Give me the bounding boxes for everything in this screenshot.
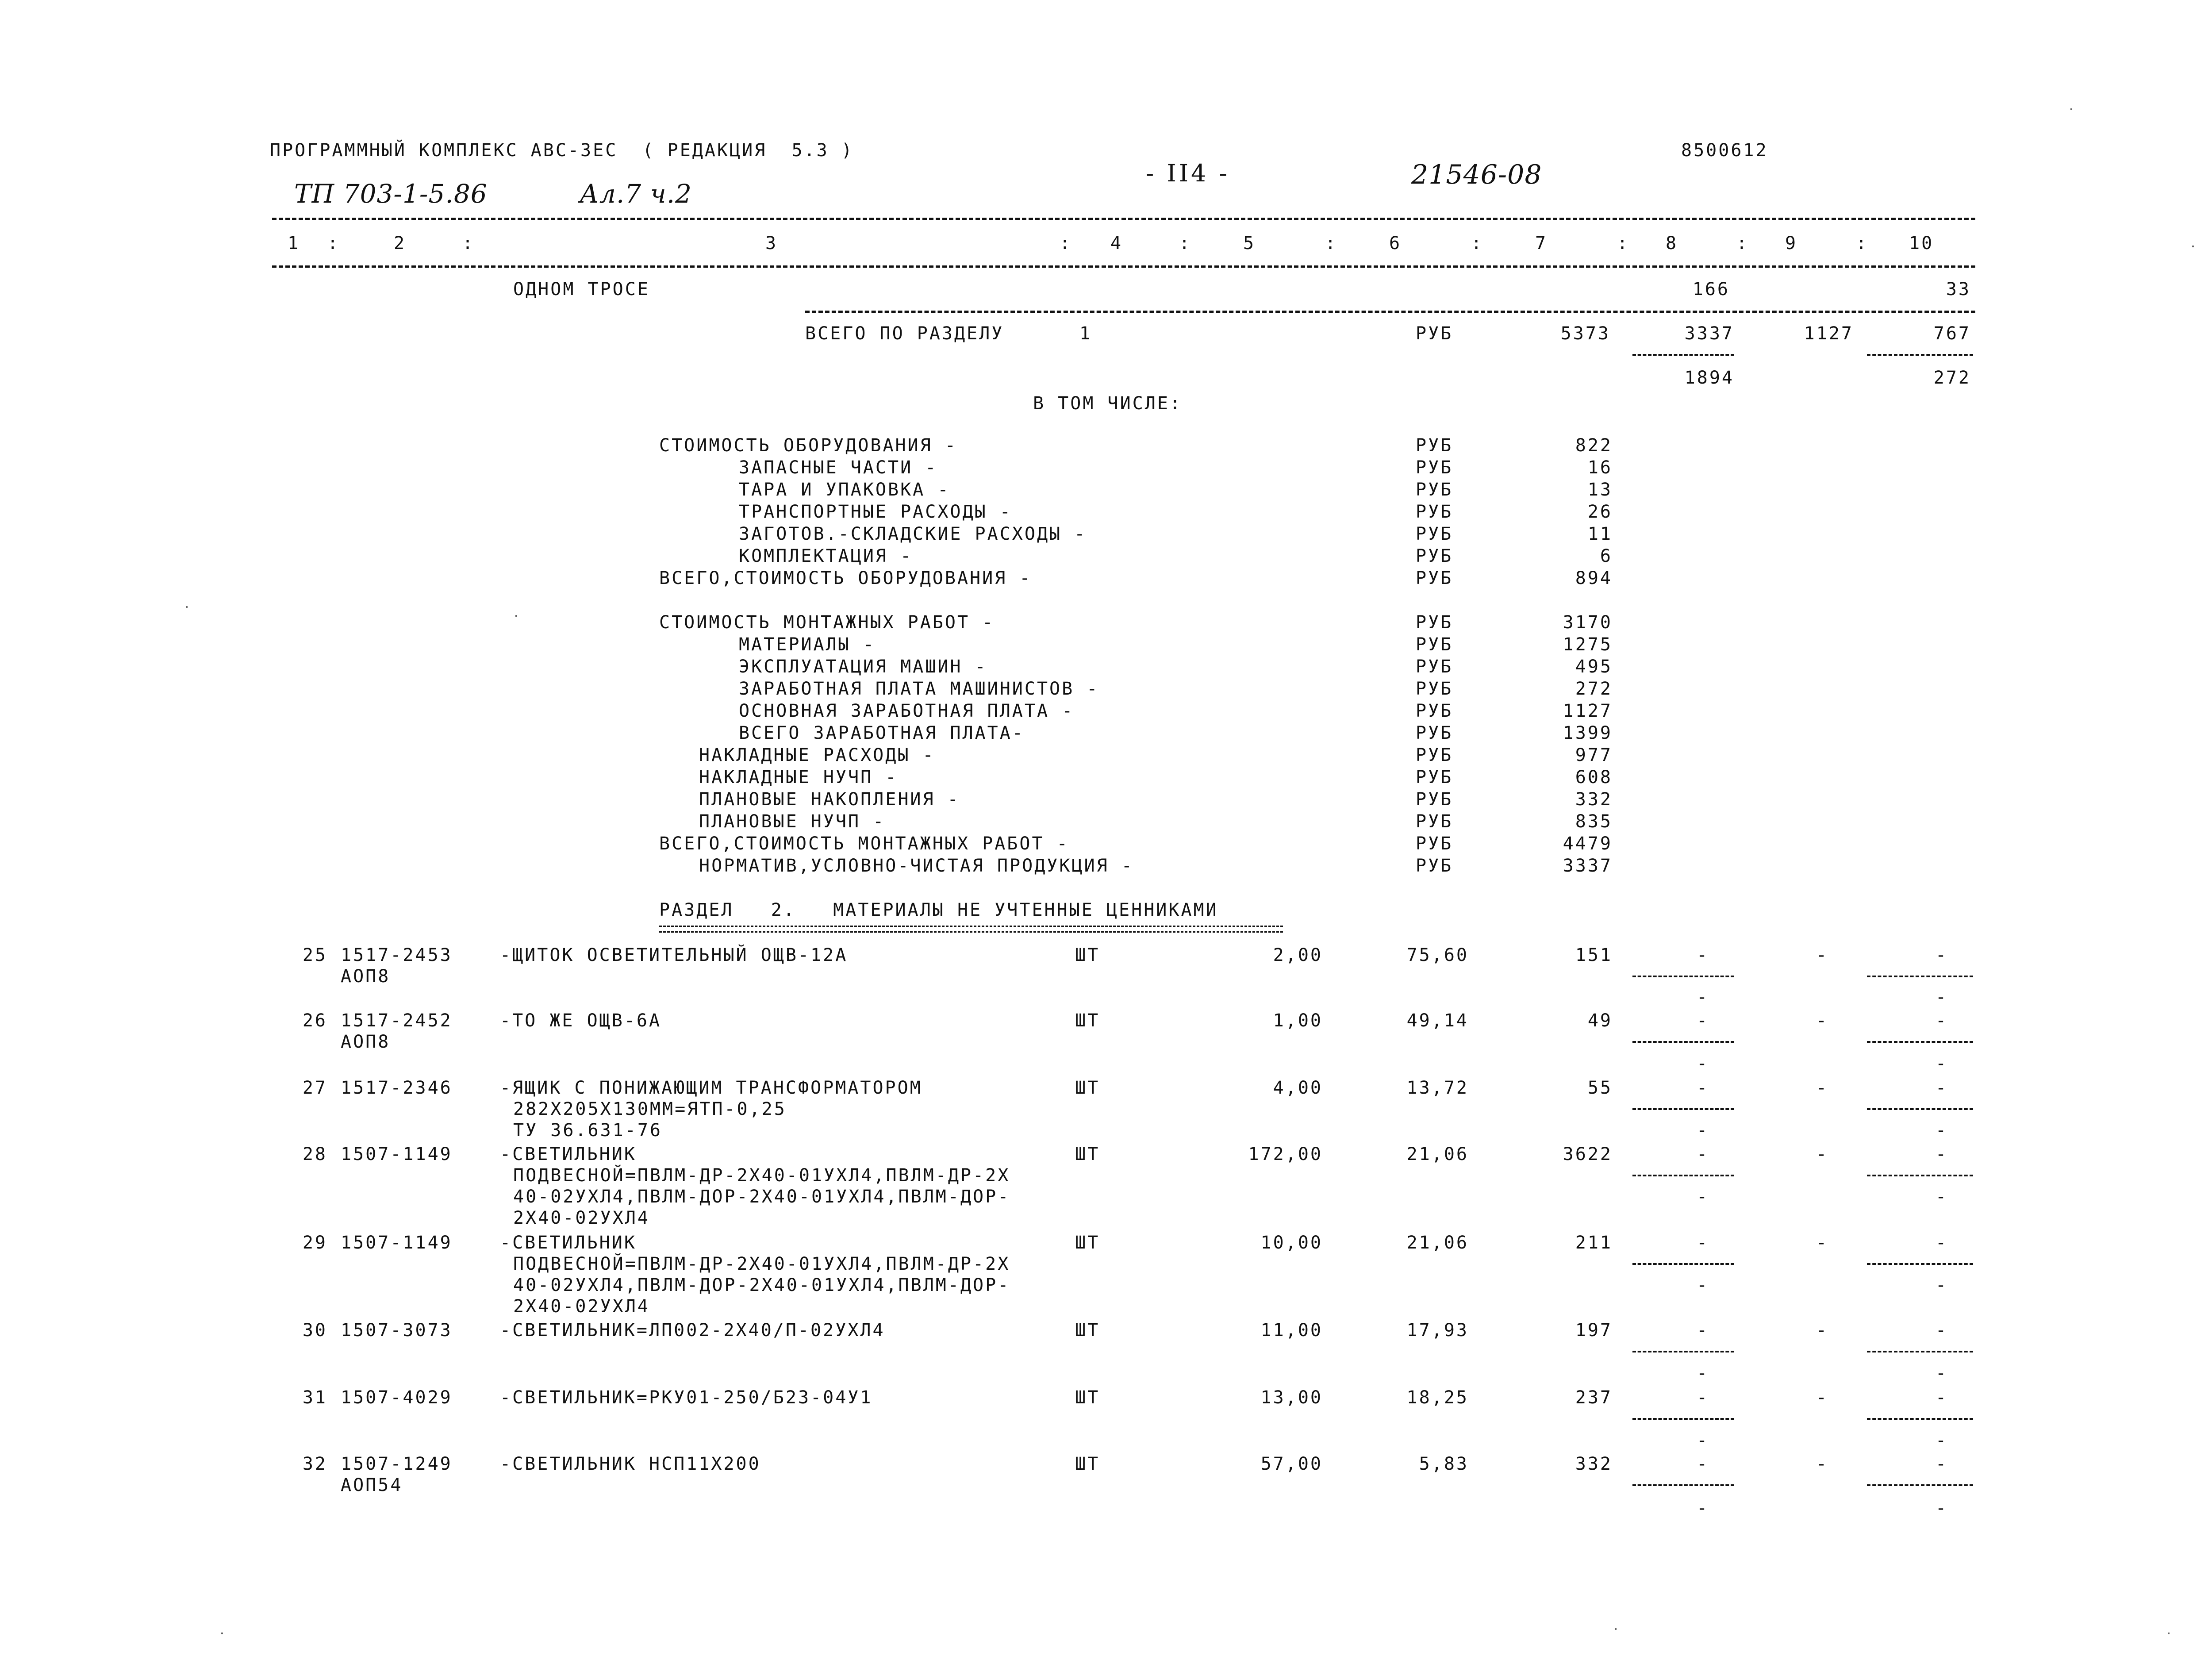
equipment-label: ТРАНСПОРТНЫЕ РАСХОДЫ - [739, 502, 1012, 522]
program-title: ПРОГРАММНЫЙ КОМПЛЕКС АВС-3ЕС ( РЕДАКЦИЯ 5.3 ) [270, 140, 854, 161]
installation-unit: РУБ [1416, 856, 1453, 876]
item-col9-empty: - [1816, 1233, 1829, 1253]
installation-label: ВСЕГО ЗАРАБОТНАЯ ПЛАТА- [739, 723, 1025, 743]
item-code: 1517-2452 [341, 1010, 453, 1031]
item-price: 21,06 [1406, 1233, 1469, 1253]
scan-speck [2070, 108, 2072, 110]
item-quantity: 2,00 [1273, 945, 1323, 965]
page-number: - II4 - [1146, 159, 1230, 187]
continuation-rule [805, 311, 1975, 313]
installation-value: 1399 [1563, 723, 1613, 743]
item-price: 17,93 [1406, 1320, 1469, 1341]
column-number: 9 [1785, 233, 1798, 254]
installation-unit: РУБ [1416, 789, 1453, 810]
installation-unit: РУБ [1416, 612, 1453, 633]
installation-unit: РУБ [1416, 745, 1453, 765]
item-code-suffix: АОП54 [341, 1475, 403, 1495]
item-price: 5,83 [1419, 1454, 1469, 1474]
item-col10-empty: - [1936, 1078, 1948, 1098]
item-name: -СВЕТИЛЬНИК [500, 1233, 637, 1253]
installation-label: ЗАРАБОТНАЯ ПЛАТА МАШИНИСТОВ - [739, 679, 1099, 699]
item-name-line: ТУ 36.631-76 [513, 1120, 662, 1141]
item-name-line: 282Х205Х130ММ=ЯТП-0,25 [513, 1099, 787, 1119]
item-unit: ШТ [1075, 1233, 1100, 1253]
item-total: 197 [1575, 1320, 1613, 1341]
equipment-value: 11 [1587, 524, 1613, 544]
installation-value: 3337 [1563, 856, 1613, 876]
column-number: 10 [1909, 233, 1934, 254]
item-quantity: 13,00 [1260, 1387, 1323, 1408]
item-quantity: 4,00 [1273, 1078, 1323, 1098]
column-separator: : [1856, 233, 1869, 254]
item-unit: ШТ [1075, 945, 1100, 965]
item-col10-sub-empty: - [1936, 1187, 1948, 1207]
item-name: -ЩИТОК ОСВЕТИТЕЛЬНЫЙ ОЩВ-12А [500, 945, 848, 965]
equipment-value: 822 [1575, 435, 1613, 456]
equipment-unit: РУБ [1416, 457, 1453, 478]
item-total: 151 [1575, 945, 1613, 965]
column-number: 2 [394, 233, 407, 254]
section-total-subrule-col10 [1867, 354, 1973, 356]
item-code: 1507-1149 [341, 1144, 453, 1164]
installation-label: ВСЕГО,СТОИМОСТЬ МОНТАЖНЫХ РАБОТ - [659, 834, 1069, 854]
column-separator: : [1179, 233, 1192, 254]
item-col8-empty: - [1697, 1454, 1709, 1474]
item-number: 26 [302, 1010, 327, 1031]
installation-unit: РУБ [1416, 834, 1453, 854]
item-col10-empty: - [1936, 1387, 1948, 1408]
column-number: 4 [1110, 233, 1123, 254]
installation-unit: РУБ [1416, 634, 1453, 655]
column-number: 3 [765, 233, 778, 254]
header-rule-bottom [272, 265, 1975, 268]
item-col8-sub-empty: - [1697, 1430, 1709, 1451]
section-total-col10-sub: 272 [1933, 368, 1971, 388]
equipment-value: 16 [1587, 457, 1613, 478]
equipment-value: 894 [1575, 568, 1613, 588]
item-col8-sub-empty: - [1697, 1053, 1709, 1074]
equipment-label: ТАРА И УПАКОВКА - [739, 480, 950, 500]
item-col10-sub-empty: - [1936, 1430, 1948, 1451]
handwritten-order-number: 21546-08 [1411, 159, 1542, 190]
item-col9-empty: - [1816, 945, 1829, 965]
handwritten-album: Ал.7 ч.2 [580, 179, 692, 209]
item-name: -СВЕТИЛЬНИК=ЛП002-2Х40/П-02УХЛ4 [500, 1320, 885, 1341]
section-total-subrule-col8 [1632, 354, 1734, 356]
item-col8-empty: - [1697, 1387, 1709, 1408]
item-col10-sub-empty: - [1936, 1363, 1948, 1383]
item-price: 13,72 [1406, 1078, 1469, 1098]
section-total-col8: 3337 [1684, 323, 1734, 344]
item-col8-sub-empty: - [1697, 1498, 1709, 1518]
item-code: 1507-4029 [341, 1387, 453, 1408]
item-quantity: 11,00 [1260, 1320, 1323, 1341]
section-total-col9: 1127 [1804, 323, 1854, 344]
item-unit: ШТ [1075, 1078, 1100, 1098]
installation-value: 1127 [1563, 701, 1613, 721]
section-total-col8-sub: 1894 [1684, 368, 1734, 388]
item-code: 1507-1249 [341, 1454, 453, 1474]
item-col10-empty: - [1936, 1144, 1948, 1164]
continuation-text: ОДНОМ ТРОСЕ [513, 279, 650, 300]
item-col9-empty: - [1816, 1010, 1829, 1031]
column-separator: : [1471, 233, 1484, 254]
installation-value: 495 [1575, 657, 1613, 677]
item-number: 30 [302, 1320, 327, 1341]
item-col8-subrule [1632, 1351, 1734, 1352]
item-col10-subrule [1867, 976, 1973, 977]
item-total: 237 [1575, 1387, 1613, 1408]
installation-label: НАКЛАДНЫЕ РАСХОДЫ - [699, 745, 935, 765]
item-col10-sub-empty: - [1936, 1498, 1948, 1518]
column-separator: : [1060, 233, 1072, 254]
item-col10-empty: - [1936, 1010, 1948, 1031]
handwritten-project-number: ТП 703-1-5.86 [294, 179, 488, 209]
item-col8-subrule [1632, 1418, 1734, 1420]
column-separator: : [327, 233, 340, 254]
item-unit: ШТ [1075, 1320, 1100, 1341]
installation-value: 1275 [1563, 634, 1613, 655]
equipment-label: ЗАПАСНЫЕ ЧАСТИ - [739, 457, 938, 478]
item-total: 49 [1587, 1010, 1613, 1031]
equipment-unit: РУБ [1416, 524, 1453, 544]
item-number: 32 [302, 1454, 327, 1474]
item-price: 49,14 [1406, 1010, 1469, 1031]
item-price: 21,06 [1406, 1144, 1469, 1164]
column-separator: : [462, 233, 475, 254]
installation-label: ПЛАНОВЫЕ НАКОПЛЕНИЯ - [699, 789, 960, 810]
item-name-line: 2Х40-02УХЛ4 [513, 1296, 650, 1317]
equipment-label: КОМПЛЕКТАЦИЯ - [739, 546, 913, 566]
installation-label: НОРМАТИВ,УСЛОВНО-ЧИСТАЯ ПРОДУКЦИЯ - [699, 856, 1134, 876]
item-col9-empty: - [1816, 1144, 1829, 1164]
equipment-value: 26 [1587, 502, 1613, 522]
item-col8-subrule [1632, 1041, 1734, 1043]
item-unit: ШТ [1075, 1144, 1100, 1164]
item-col8-subrule [1632, 1484, 1734, 1486]
item-total: 55 [1587, 1078, 1613, 1098]
item-col8-sub-empty: - [1697, 1120, 1709, 1141]
item-col10-empty: - [1936, 1320, 1948, 1341]
continuation-col8: 166 [1692, 279, 1730, 300]
item-quantity: 57,00 [1260, 1454, 1323, 1474]
section-total-col10: 767 [1933, 323, 1971, 344]
item-number: 25 [302, 945, 327, 965]
equipment-unit: РУБ [1416, 546, 1453, 566]
item-col8-empty: - [1697, 1320, 1709, 1341]
installation-unit: РУБ [1416, 679, 1453, 699]
item-col9-empty: - [1816, 1387, 1829, 1408]
item-col10-subrule [1867, 1108, 1973, 1110]
equipment-unit: РУБ [1416, 480, 1453, 500]
installation-unit: РУБ [1416, 723, 1453, 743]
column-separator: : [1325, 233, 1338, 254]
item-col10-empty: - [1936, 1233, 1948, 1253]
item-col8-subrule [1632, 1175, 1734, 1176]
item-col10-subrule [1867, 1041, 1973, 1043]
scan-speck [1615, 1628, 1617, 1630]
installation-label: МАТЕРИАЛЫ - [739, 634, 876, 655]
item-col8-sub-empty: - [1697, 987, 1709, 1007]
item-name-line: 40-02УХЛ4,ПВЛМ-ДОР-2Х40-01УХЛ4,ПВЛМ-ДОР- [513, 1275, 1010, 1295]
item-code: 1517-2346 [341, 1078, 453, 1098]
section2-title: РАЗДЕЛ 2. МАТЕРИАЛЫ НЕ УЧТЕННЫЕ ЦЕННИКАМИ [659, 900, 1218, 920]
item-col8-empty: - [1697, 1144, 1709, 1164]
item-name-line: 40-02УХЛ4,ПВЛМ-ДОР-2Х40-01УХЛ4,ПВЛМ-ДОР- [513, 1187, 1010, 1207]
column-number: 5 [1243, 233, 1256, 254]
item-col10-subrule [1867, 1175, 1973, 1176]
item-col8-subrule [1632, 1108, 1734, 1110]
column-number: 1 [288, 233, 300, 254]
column-number: 8 [1666, 233, 1678, 254]
item-col8-empty: - [1697, 1078, 1709, 1098]
equipment-label: ЗАГОТОВ.-СКЛАДСКИЕ РАСХОДЫ - [739, 524, 1087, 544]
item-col8-sub-empty: - [1697, 1187, 1709, 1207]
item-col10-subrule [1867, 1263, 1973, 1265]
scan-speck [221, 1633, 223, 1634]
item-col10-subrule [1867, 1418, 1973, 1420]
item-name: -СВЕТИЛЬНИК [500, 1144, 637, 1164]
installation-unit: РУБ [1416, 657, 1453, 677]
item-col10-sub-empty: - [1936, 1120, 1948, 1141]
installation-value: 3170 [1563, 612, 1613, 633]
installation-unit: РУБ [1416, 701, 1453, 721]
installation-label: ПЛАНОВЫЕ НУЧП - [699, 811, 886, 832]
installation-value: 4479 [1563, 834, 1613, 854]
installation-value: 835 [1575, 811, 1613, 832]
scan-speck [2192, 246, 2194, 247]
item-col10-sub-empty: - [1936, 987, 1948, 1007]
installation-value: 272 [1575, 679, 1613, 699]
installation-value: 608 [1575, 767, 1613, 788]
equipment-value: 6 [1600, 546, 1613, 566]
item-col9-empty: - [1816, 1320, 1829, 1341]
equipment-value: 13 [1587, 480, 1613, 500]
scan-speck [2168, 1633, 2170, 1634]
scan-speck [515, 615, 517, 617]
item-unit: ШТ [1075, 1010, 1100, 1031]
section2-title-underline [659, 926, 1283, 933]
item-col10-empty: - [1936, 945, 1948, 965]
item-quantity: 1,00 [1273, 1010, 1323, 1031]
item-number: 31 [302, 1387, 327, 1408]
item-code: 1507-1149 [341, 1233, 453, 1253]
item-col8-empty: - [1697, 945, 1709, 965]
section-total-col7: 5373 [1560, 323, 1610, 344]
equipment-unit: РУБ [1416, 502, 1453, 522]
item-col8-empty: - [1697, 1233, 1709, 1253]
item-col10-empty: - [1936, 1454, 1948, 1474]
item-col9-empty: - [1816, 1078, 1829, 1098]
item-unit: ШТ [1075, 1387, 1100, 1408]
item-number: 27 [302, 1078, 327, 1098]
item-code-suffix: АОП8 [341, 1032, 391, 1052]
column-number: 7 [1535, 233, 1548, 254]
item-name-line: 2Х40-02УХЛ4 [513, 1208, 650, 1228]
column-separator: : [1736, 233, 1749, 254]
item-code-suffix: АОП8 [341, 966, 391, 987]
equipment-unit: РУБ [1416, 435, 1453, 456]
installation-unit: РУБ [1416, 811, 1453, 832]
installation-label: НАКЛАДНЫЕ НУЧП - [699, 767, 898, 788]
item-col10-sub-empty: - [1936, 1053, 1948, 1074]
item-quantity: 10,00 [1260, 1233, 1323, 1253]
item-name: -ЯЩИК С ПОНИЖАЮЩИМ ТРАНСФОРМАТОРОМ [500, 1078, 922, 1098]
item-name-line: ПОДВЕСНОЙ=ПВЛМ-ДР-2Х40-01УХЛ4,ПВЛМ-ДР-2Х [513, 1165, 1010, 1186]
installation-value: 977 [1575, 745, 1613, 765]
item-total: 211 [1575, 1233, 1613, 1253]
scan-speck [186, 606, 188, 608]
column-separator: : [1617, 233, 1630, 254]
item-col10-sub-empty: - [1936, 1275, 1948, 1295]
section-total-number: 1 [1079, 323, 1092, 344]
item-col8-subrule [1632, 976, 1734, 977]
equipment-label: СТОИМОСТЬ ОБОРУДОВАНИЯ - [659, 435, 957, 456]
item-name: -ТО ЖЕ ОЩВ-6А [500, 1010, 662, 1031]
item-price: 18,25 [1406, 1387, 1469, 1408]
continuation-col10: 33 [1946, 279, 1971, 300]
installation-label: СТОИМОСТЬ МОНТАЖНЫХ РАБОТ - [659, 612, 995, 633]
item-col10-subrule [1867, 1351, 1973, 1352]
installation-label: ОСНОВНАЯ ЗАРАБОТНАЯ ПЛАТА - [739, 701, 1075, 721]
item-name: -СВЕТИЛЬНИК НСП11Х200 [500, 1454, 761, 1474]
item-col10-subrule [1867, 1484, 1973, 1486]
installation-value: 332 [1575, 789, 1613, 810]
item-quantity: 172,00 [1248, 1144, 1323, 1164]
item-col9-empty: - [1816, 1454, 1829, 1474]
section-total-unit: РУБ [1416, 323, 1453, 344]
item-total: 332 [1575, 1454, 1613, 1474]
header-rule-top [272, 218, 1975, 220]
item-price: 75,60 [1406, 945, 1469, 965]
item-code: 1517-2453 [341, 945, 453, 965]
item-unit: ШТ [1075, 1454, 1100, 1474]
installation-unit: РУБ [1416, 767, 1453, 788]
item-col8-sub-empty: - [1697, 1275, 1709, 1295]
item-col8-subrule [1632, 1263, 1734, 1265]
equipment-label: ВСЕГО,СТОИМОСТЬ ОБОРУДОВАНИЯ - [659, 568, 1032, 588]
item-col8-empty: - [1697, 1010, 1709, 1031]
item-number: 28 [302, 1144, 327, 1164]
item-number: 29 [302, 1233, 327, 1253]
equipment-unit: РУБ [1416, 568, 1453, 588]
item-name: -СВЕТИЛЬНИК=РКУ01-250/Б23-04У1 [500, 1387, 873, 1408]
section-total-label: ВСЕГО ПО РАЗДЕЛУ [805, 323, 1004, 344]
including-label: В ТОМ ЧИСЛЕ: [1033, 393, 1182, 414]
document-code: 8500612 [1681, 140, 1768, 161]
item-total: 3622 [1563, 1144, 1613, 1164]
installation-label: ЭКСПЛУАТАЦИЯ МАШИН - [739, 657, 987, 677]
item-code: 1507-3073 [341, 1320, 453, 1341]
column-number: 6 [1389, 233, 1402, 254]
item-col8-sub-empty: - [1697, 1363, 1709, 1383]
item-name-line: ПОДВЕСНОЙ=ПВЛМ-ДР-2Х40-01УХЛ4,ПВЛМ-ДР-2Х [513, 1254, 1010, 1274]
